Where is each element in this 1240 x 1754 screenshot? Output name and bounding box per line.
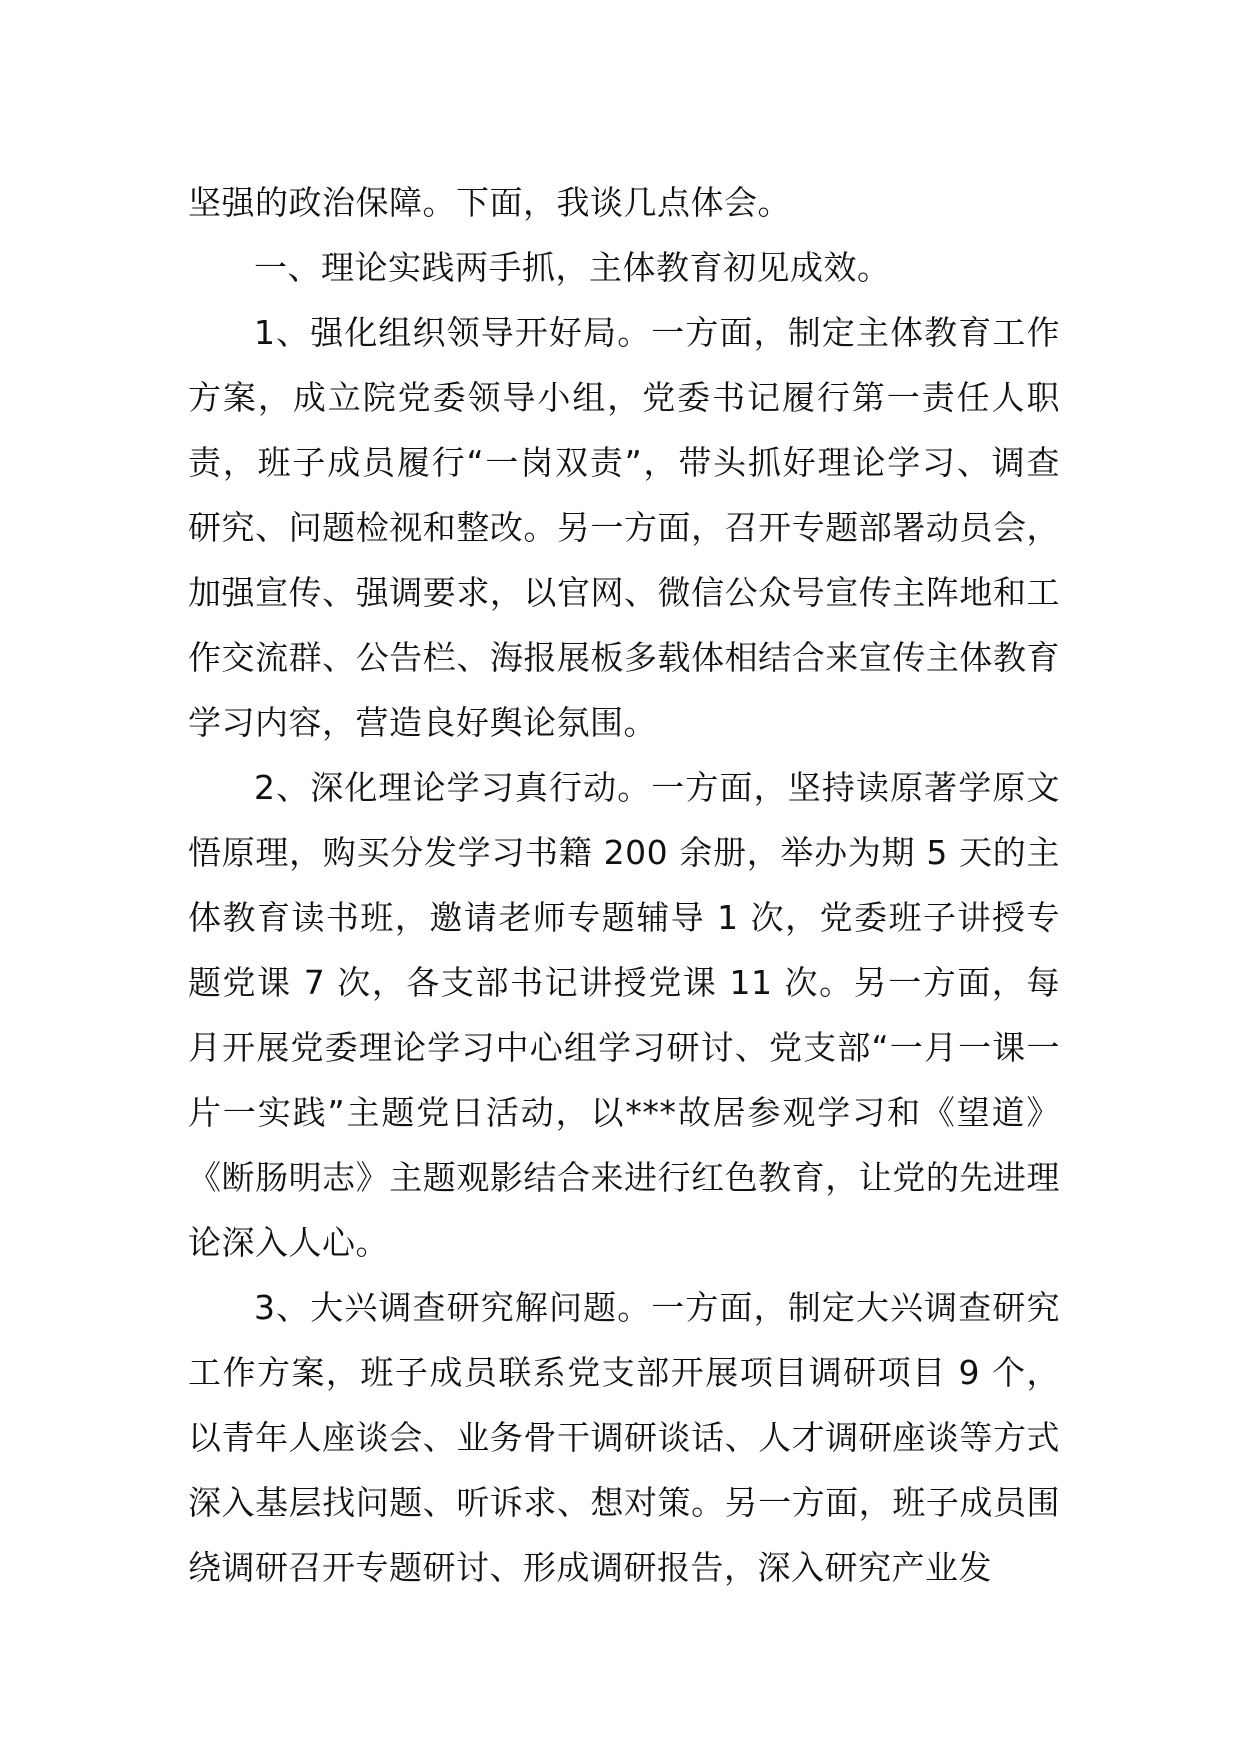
paragraph-item-2: 2、深化理论学习真行动。一方面，坚持读原著学原文悟原理，购买分发学习书籍 200 余册，举办为期 5 天的主体教育读书班，邀请老师专题辅导 1 次，党委班子讲授专题党课 7 次，各支部书记讲授党课 11 次。另一方面，每月开展党委理论学习中心组学习研讨、党支部“一月一课一片一实践”主题党日活动，以***故居参观学习和《望道》《断肠明志》主题观影结合来进行红色教育，让党的先进理论深入人心。: [188, 768, 1060, 1262]
document-body: [188, 170, 1060, 1600]
section-heading-1: 一、理论实践两手抓，主体教育初见成效。: [254, 248, 891, 287]
paragraph-item-3: 3、大兴调查研究解问题。一方面，制定大兴调查研究工作方案，班子成员联系党支部开展项目调研项目 9 个，以青年人座谈会、业务骨干调研谈话、人才调研座谈等方式深入基层找问题、听诉求、想对策。另一方面，班子成员围绕调研召开专题研讨、形成调研报告，深入研究产业发: [188, 1288, 1060, 1587]
paragraph-continuation: 坚强的政治保障。下面，我谈几点体会。: [188, 183, 791, 222]
paragraph-item-1: 1、强化组织领导开好局。一方面，制定主体教育工作方案，成立院党委领导小组，党委书记履行第一责任人职责，班子成员履行“一岗双责”，带头抓好理论学习、调查研究、问题检视和整改。另一方面，召开专题部署动员会，加强宣传、强调要求，以官网、微信公众号宣传主阵地和工作交流群、公告栏、海报展板多载体相结合来宣传主体教育学习内容，营造良好舆论氛围。: [188, 313, 1060, 742]
